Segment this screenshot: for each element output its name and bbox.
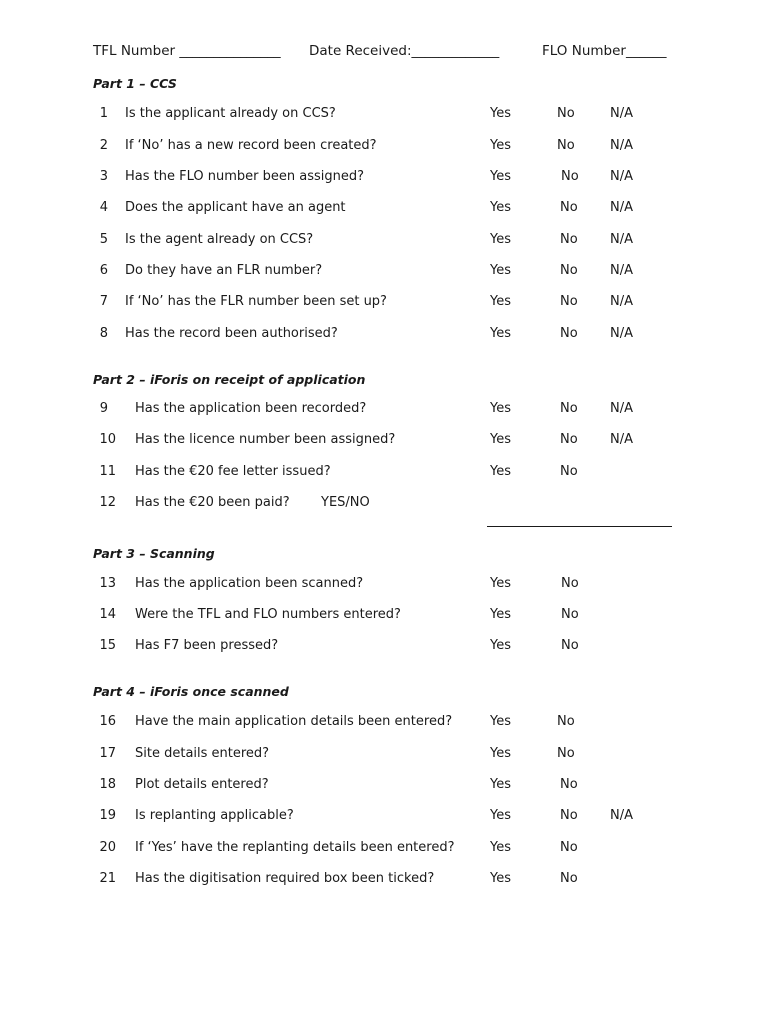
flo-number-field[interactable]: FLO Number______ — [542, 43, 667, 59]
yes-option[interactable]: Yes — [490, 138, 511, 153]
yes-option[interactable]: Yes — [490, 607, 511, 622]
na-option[interactable]: N/A — [610, 106, 633, 121]
yes-option[interactable]: Yes — [490, 106, 511, 121]
yes-option[interactable]: Yes — [490, 326, 511, 341]
yes-option[interactable]: Yes — [490, 169, 511, 184]
no-option[interactable]: No — [561, 638, 579, 653]
question-text: Is the agent already on CCS? — [125, 232, 314, 247]
no-option[interactable]: No — [557, 746, 575, 761]
na-option[interactable]: N/A — [610, 138, 633, 153]
no-option[interactable]: No — [560, 263, 578, 278]
no-option[interactable]: No — [560, 232, 578, 247]
question-number: 7 — [99, 294, 108, 309]
question-text: Plot details entered? — [135, 777, 269, 792]
na-option[interactable]: N/A — [610, 263, 633, 278]
question-number: 3 — [99, 169, 108, 184]
no-option[interactable]: No — [561, 576, 579, 591]
section-heading-part3: Part 3 – Scanning — [93, 546, 215, 561]
yes-option[interactable]: Yes — [490, 263, 511, 278]
yes-option[interactable]: Yes — [490, 432, 511, 447]
question-text: Have the main application details been entered? — [135, 714, 453, 729]
na-option[interactable]: N/A — [610, 326, 633, 341]
no-option[interactable]: No — [557, 714, 575, 729]
no-option[interactable]: No — [560, 326, 578, 341]
question-number: 1 — [99, 106, 108, 121]
question-text: Has the record been authorised? — [125, 326, 338, 341]
no-option[interactable]: No — [557, 138, 575, 153]
yes-option[interactable]: Yes — [490, 464, 511, 479]
question-text: Has the application been scanned? — [135, 576, 364, 591]
yes-option[interactable]: Yes — [490, 871, 511, 886]
na-option[interactable]: N/A — [610, 808, 633, 823]
section-heading-part4: Part 4 – iForis once scanned — [93, 684, 289, 699]
question-number: 5 — [99, 232, 108, 247]
question-number: 10 — [99, 432, 116, 447]
na-option[interactable]: N/A — [610, 432, 633, 447]
question-number: 13 — [99, 576, 116, 591]
yes-option[interactable]: Yes — [490, 294, 511, 309]
question-number: 12 — [99, 495, 116, 510]
yes-option[interactable]: Yes — [490, 746, 511, 761]
question-number: 11 — [99, 464, 116, 479]
question-number: 9 — [99, 401, 108, 416]
no-option[interactable]: No — [560, 294, 578, 309]
yes-option[interactable]: Yes — [490, 840, 511, 855]
no-option[interactable]: No — [560, 808, 578, 823]
question-text: Has the €20 been paid? — [135, 495, 290, 510]
question-text: Is replanting applicable? — [135, 808, 294, 823]
question-text: If ‘Yes’ have the replanting details been entered? — [135, 840, 455, 855]
yes-option[interactable]: Yes — [490, 576, 511, 591]
tfl-number-field[interactable]: TFL Number _______________ — [93, 43, 281, 59]
question-text: Has the €20 fee letter issued? — [135, 464, 331, 479]
no-option[interactable]: No — [560, 200, 578, 215]
no-option[interactable]: No — [560, 840, 578, 855]
question-number: 14 — [99, 607, 116, 622]
yes-option[interactable]: Yes — [490, 714, 511, 729]
question-text: Has F7 been pressed? — [135, 638, 279, 653]
question-text: If ‘No’ has a new record been created? — [125, 138, 377, 153]
yes-option[interactable]: Yes — [490, 638, 511, 653]
na-option[interactable]: N/A — [610, 169, 633, 184]
question-text: Has the application been recorded? — [135, 401, 367, 416]
question-text: Has the licence number been assigned? — [135, 432, 396, 447]
yes-option[interactable]: Yes — [490, 808, 511, 823]
yes-option[interactable]: Yes — [490, 777, 511, 792]
no-option[interactable]: No — [557, 106, 575, 121]
na-option[interactable]: N/A — [610, 401, 633, 416]
question-number: 16 — [99, 714, 116, 729]
na-option[interactable]: N/A — [610, 232, 633, 247]
no-option[interactable]: No — [560, 777, 578, 792]
no-option[interactable]: No — [561, 607, 579, 622]
question-text: Do they have an FLR number? — [125, 263, 323, 278]
section-heading-part1: Part 1 – CCS — [93, 76, 177, 91]
section-heading-part2: Part 2 – iForis on receipt of application — [93, 372, 366, 387]
na-option[interactable]: N/A — [610, 294, 633, 309]
question-number: 20 — [99, 840, 116, 855]
yes-option[interactable]: Yes — [490, 232, 511, 247]
date-received-field[interactable]: Date Received:_____________ — [309, 43, 500, 59]
question-number: 18 — [99, 777, 116, 792]
question-number: 19 — [99, 808, 116, 823]
question-number: 2 — [99, 138, 108, 153]
yes-no-inline-option[interactable]: YES/NO — [321, 495, 370, 510]
question-text: Has the FLO number been assigned? — [125, 169, 364, 184]
question-number: 17 — [99, 746, 116, 761]
question-number: 8 — [99, 326, 108, 341]
na-option[interactable]: N/A — [610, 200, 633, 215]
yes-option[interactable]: Yes — [490, 401, 511, 416]
no-option[interactable]: No — [560, 432, 578, 447]
no-option[interactable]: No — [560, 464, 578, 479]
signature-line[interactable] — [487, 526, 672, 527]
no-option[interactable]: No — [560, 871, 578, 886]
no-option[interactable]: No — [560, 401, 578, 416]
question-text: Site details entered? — [135, 746, 270, 761]
yes-option[interactable]: Yes — [490, 200, 511, 215]
question-text: Were the TFL and FLO numbers entered? — [135, 607, 401, 622]
question-text: Is the applicant already on CCS? — [125, 106, 336, 121]
question-number: 6 — [99, 263, 108, 278]
question-text: If ‘No’ has the FLR number been set up? — [125, 294, 387, 309]
question-text: Does the applicant have an agent — [125, 200, 346, 215]
no-option[interactable]: No — [561, 169, 579, 184]
question-number: 21 — [99, 871, 116, 886]
question-number: 4 — [99, 200, 108, 215]
question-text: Has the digitisation required box been ticked? — [135, 871, 435, 886]
question-number: 15 — [99, 638, 116, 653]
